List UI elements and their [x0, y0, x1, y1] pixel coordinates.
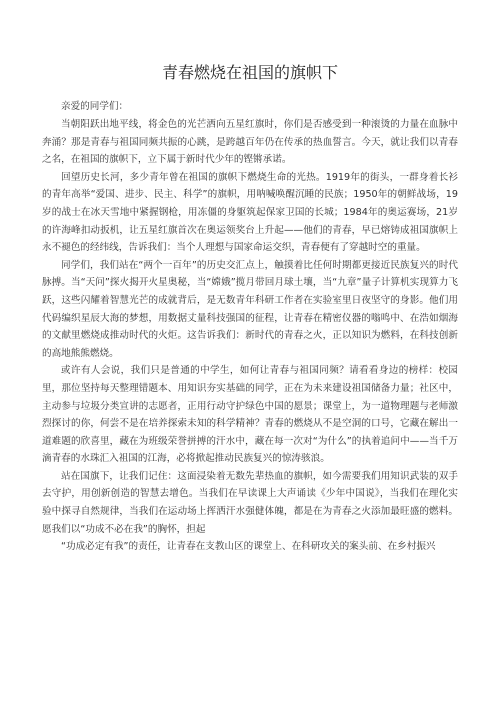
paragraph: 同学们，我们站在“两个一百年”的历史交汇点上，触摸着比任何时期都更接近民族复兴的时代脉搏。当“天问”探火揭开火星奥秘，当“嫦娥”揽月带回月球土壤，当“九章”量子计算机实现算力飞跃，这些闪耀着智慧光芒的成就背后，是无数青年科研工作者在实验室里日夜坚守的身影。他们用代码编织星辰大海的梦想，用数据丈量科技强国的征程，让青春在精密仪器的嗡鸣中、在浩如烟海的文献里燃烧成推动时代的火炬。这告诉我们：新时代的青春之火，正以知识为燃料，在科技创新的高地熊熊燃烧。 — [42, 259, 458, 359]
document-title: 青春燃烧在祖国的旗帜下 — [161, 63, 338, 82]
paragraph: 或许有人会说，我们只是普通的中学生，如何让青春与祖国同频？请看看身边的榜样：校园里，那位坚持每天整理错题本、用知识夯实基础的同学，正在为未来建设祖国储备力量；社区中，主动参与垃圾分类宣讲的志愿者，正用行动守护绿色中国的愿景；课堂上，为一道物理题与老师激烈探讨的你，何尝不是在培养探索未知的科学精神？青春的燃烧从不是空洞的口号，它藏在解出一道难题的欣喜里，藏在为班级荣誉拼搏的汗水中，藏在每一次对“为什么”的执着追问中——当千万滴青春的水珠汇入祖国的江海，必将掀起推动民族复兴的惊涛骇浪。 — [42, 365, 458, 465]
paragraph: 回望历史长河，多少青年曾在祖国的旗帜下燃烧生命的光热。1919年的街头，一群身着长衫的青年高举“爱国、进步、民主、科学”的旗帜，用呐喊唤醒沉睡的民族；1950年的朝鲜战场，19岁的战士在冰天雪地中紧握钢枪，用冻僵的身躯筑起保家卫国的长城；1984年的奥运赛场，21岁的许海峰扣动扳机，让五星红旗首次在奥运领奖台上升起——他们的青春，早已熔铸成祖国旗帜上永不褪色的经纬线，告诉我们：当个人理想与国家命运交织，青春便有了穿越时空的重量。 — [42, 171, 458, 254]
greeting: 亲爱的同学们： — [61, 101, 129, 112]
paragraph: “功成必定有我”的责任，让青春在支教山区的课堂上、在科研攻关的案头前、在乡村振兴 — [61, 541, 436, 553]
paragraph: 当朝阳跃出地平线，将金色的光芒洒向五星红旗时，你们是否感受到一种滚烫的力量在血脉中奔涌？那是青春与祖国同频共振的心跳，是跨越百年仍在传承的热血誓言。今天，就让我们以青春之名，在祖国的旗帜下，立下属于新时代少年的铿锵承诺。 — [42, 119, 458, 166]
paragraph: 站在国旗下，让我们记住：这面浸染着无数先辈热血的旗帜，如今需要我们用知识武装的双手去守护，用创新创造的智慧去增色。当我们在早读课上大声诵读《少年中国说》，当我们在理化实验中探寻自然规律，当我们在运动场上挥洒汗水强健体魄，都是在为青春之火添加最旺盛的燃料。愿我们以“功成不必在我”的胸怀，担起 — [42, 470, 458, 535]
